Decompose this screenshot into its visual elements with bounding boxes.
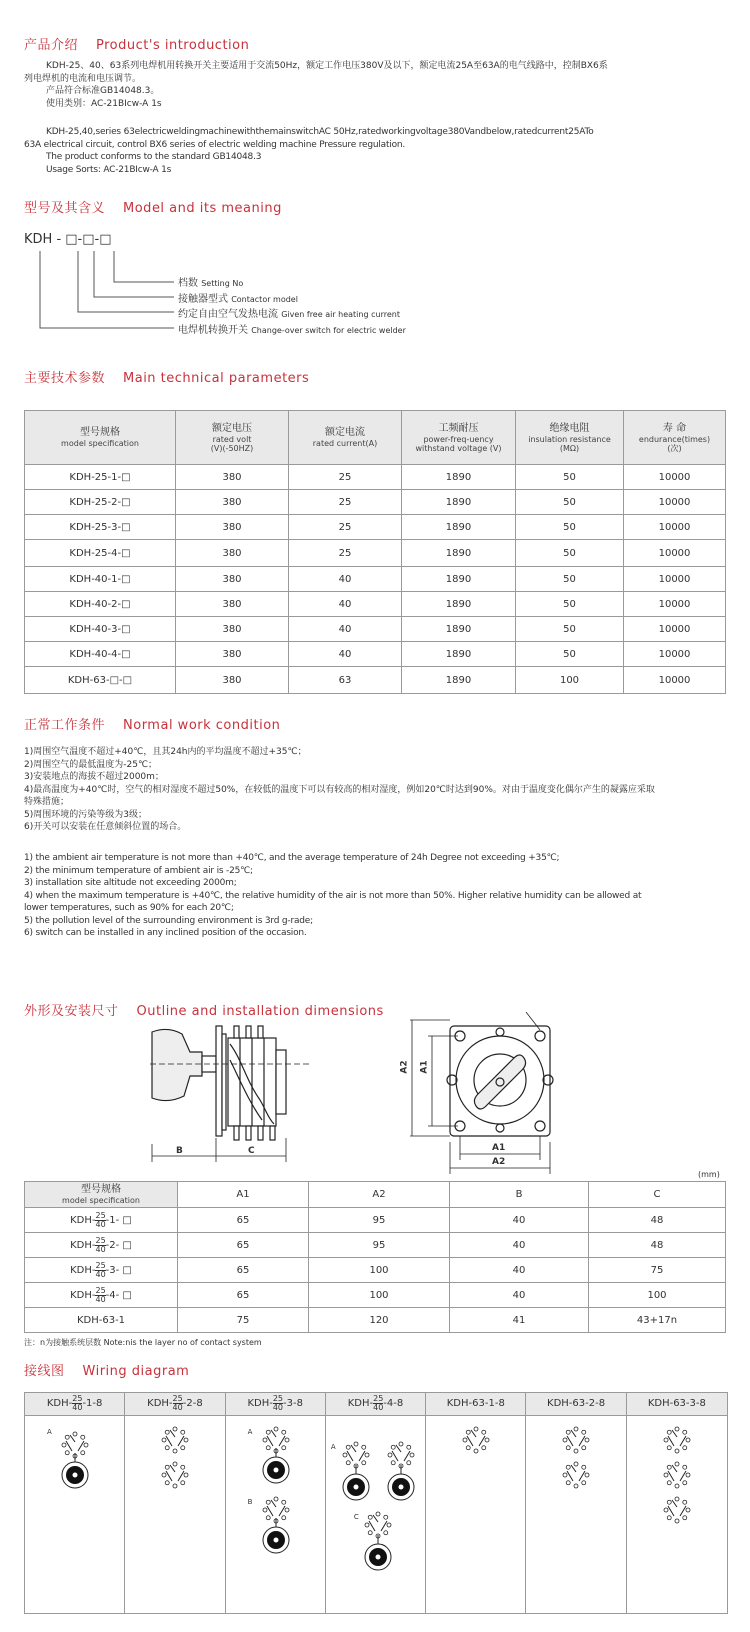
contact-ring: [388, 1442, 414, 1468]
knob-symbol: [263, 1448, 289, 1483]
wiring-letter: A: [47, 1428, 52, 1436]
params-header-row: [25, 411, 726, 465]
params-title-en: Main technical parameters: [123, 371, 310, 386]
params-title-cn: 主要技术参数: [24, 371, 106, 386]
outline-title-cn: 外形及安装尺寸: [24, 1004, 119, 1019]
contact-ring: [563, 1462, 589, 1488]
params-cell: 50: [516, 490, 624, 515]
params-cell: 40: [289, 642, 402, 667]
wiring-title-en: Wiring diagram: [82, 1364, 190, 1379]
outline-cell-c: 75: [589, 1258, 726, 1283]
params-heading: [24, 367, 309, 386]
cond-cn-line: 特殊措施；: [24, 797, 70, 807]
params-row: [25, 515, 726, 540]
params-cell: 25: [289, 515, 402, 540]
outline-side-view: [150, 1020, 310, 1165]
params-cell: 1890: [402, 515, 516, 540]
cond-en-line: 1) the ambient air temperature is not more than +40℃, and the average temperature of 24h Degree not exceeding +35℃;: [24, 853, 560, 863]
model-item-en: Setting No: [201, 279, 244, 288]
dim-label-a1: A1: [419, 1060, 430, 1074]
params-cell-model: KDH-25-3-□: [25, 515, 176, 540]
intro-en-line: The product conforms to the standard GB14048.3: [46, 152, 262, 162]
outline-th-a1: A1: [178, 1182, 309, 1208]
params-cell: 50: [516, 617, 624, 642]
wiring-column-title: [526, 1393, 625, 1416]
cond-en-line: 2) the minimum temperature of ambient air is -25℃;: [24, 865, 253, 876]
params-cell-model: KDH-40-2-□: [25, 592, 176, 617]
params-row: [25, 567, 726, 592]
conditions-cn-text: [24, 746, 724, 834]
model-name: KDH- $\frac{25}{40}$ -2- □: [70, 1235, 132, 1254]
wiring-letter: A: [330, 1443, 336, 1451]
outline-cell-c: 100: [589, 1283, 726, 1308]
params-th: 额定电流 rated current(A): [289, 411, 402, 465]
wiring-column-title: [125, 1393, 224, 1416]
outline-row: [25, 1283, 726, 1308]
knob-symbol: [365, 1535, 391, 1570]
outline-th-a2: A2: [309, 1182, 450, 1208]
params-th: 绝缘电阻 insulation resistance (MΩ): [516, 411, 624, 465]
cond-cn-line: 2)周围空气的最低温度为-25℃；: [24, 759, 158, 770]
params-cell: 100: [516, 667, 624, 694]
params-cell: 40: [289, 592, 402, 617]
dim-label-a1-h: A1: [492, 1143, 506, 1153]
outline-cell-a2: 95: [309, 1233, 450, 1258]
contact-ring: [162, 1427, 188, 1453]
params-cell: 40: [289, 617, 402, 642]
outline-cell-a2: 100: [309, 1283, 450, 1308]
model-item-current: [178, 307, 406, 323]
outline-cell-a2: 95: [309, 1208, 450, 1233]
model-item-en: Change-over switch for electric welder: [251, 325, 406, 335]
model-heading: [24, 197, 282, 216]
params-row: [25, 592, 726, 617]
wiring-table: [24, 1392, 728, 1614]
outline-th-c: C: [589, 1182, 726, 1208]
params-cell: 1890: [402, 567, 516, 592]
wiring-column: [627, 1393, 727, 1613]
params-cell: 10000: [624, 667, 726, 694]
outline-cell-a1: 65: [178, 1258, 309, 1283]
wiring-column-title: [627, 1393, 727, 1416]
params-th: 工频耐压 power-freq-uency withstand voltage (V): [402, 411, 516, 465]
intro-en-line: Usage Sorts: AC-21BIcw-A 1s: [46, 164, 172, 175]
cond-en-line: 4) when the maximum temperature is +40℃, the relative humidity of the air is not more than 50%. Higher relative humidity can be allowed at: [24, 890, 642, 901]
model-name: KDH- $\frac{25}{40}$ -4- □: [70, 1285, 132, 1304]
model-title-en: Model and its meaning: [123, 201, 282, 216]
wiring-diagram: [226, 1415, 326, 1610]
wiring-title-cn: 接线图: [24, 1364, 65, 1379]
outline-cell-b: 41: [450, 1308, 589, 1333]
knob-symbol: [62, 1453, 88, 1488]
contact-ring: [343, 1442, 369, 1468]
params-row: [25, 617, 726, 642]
params-cell: 380: [176, 617, 289, 642]
model-item-cn: 约定自由空气发热电流: [178, 309, 278, 320]
params-cell: 1890: [402, 465, 516, 490]
wiring-column: [125, 1393, 225, 1613]
model-item-cn: 档数: [178, 278, 198, 289]
intro-en-line: KDH-25,40,series 63electricweldingmachinewiththemainswitchAC 50Hz,ratedworkingvoltage380Vandbelow,ratedcurrent25ATo: [46, 127, 594, 137]
outline-row: [25, 1233, 726, 1258]
wiring-diagram: [326, 1415, 426, 1610]
cond-en-line: 3) installation site altitude not exceeding 2000m;: [24, 878, 237, 888]
params-cell: 1890: [402, 592, 516, 617]
outline-cell-b: 40: [450, 1233, 589, 1258]
model-item-en: Contactor model: [231, 294, 298, 304]
cond-en-line: 5) the pollution level of the surrounding environment is 3rd g-rade;: [24, 915, 313, 926]
intro-en-line: 63A electrical circuit, control BX6 series of electric welding machine Pressure regulation.: [24, 139, 406, 150]
params-cell: 1890: [402, 490, 516, 515]
params-cell: 380: [176, 465, 289, 490]
params-cell: 1890: [402, 642, 516, 667]
wiring-diagram: [426, 1415, 526, 1610]
params-cell: 25: [289, 465, 402, 490]
model-legend: [178, 276, 406, 338]
model-item-switch: [178, 323, 406, 339]
model-name: KDH- $\frac{25}{40}$ -3-8: [247, 1393, 303, 1412]
model-name: KDH- $\frac{25}{40}$ -1- □: [70, 1210, 132, 1229]
params-cell: 10000: [624, 567, 726, 592]
outline-row: [25, 1308, 726, 1333]
outline-title-en: Outline and installation dimensions: [136, 1004, 384, 1019]
wiring-diagram: [526, 1415, 626, 1610]
contact-ring: [664, 1497, 690, 1523]
cond-cn-line: 6)开关可以安装在任意倾斜位置的场合。: [24, 822, 187, 832]
params-cell-model: KDH-40-3-□: [25, 617, 176, 642]
contact-ring: [463, 1427, 489, 1453]
params-cell: 40: [289, 567, 402, 592]
wiring-column: [226, 1393, 326, 1613]
intro-cn-text: [24, 60, 724, 110]
conditions-title-cn: 正常工作条件: [24, 718, 106, 733]
contact-ring: [162, 1462, 188, 1488]
wiring-column: [526, 1393, 626, 1613]
params-table: [24, 410, 726, 694]
cond-en-line: lower temperatures, such as 90% for each 20℃;: [24, 903, 234, 913]
params-cell-model: KDH-40-1-□: [25, 567, 176, 592]
wiring-diagram: [125, 1415, 225, 1610]
outline-header-row: [25, 1182, 726, 1208]
params-cell: 50: [516, 540, 624, 567]
contact-ring: [563, 1427, 589, 1453]
intro-cn-line: KDH-25、40、63系列电焊机用转换开关主要适用于交流50Hz，额定工作电压380V及以下，额定电流25A至63A的电气线路中，控制BX6系: [46, 61, 608, 71]
params-cell: 380: [176, 540, 289, 567]
intro-title-cn: 产品介绍: [24, 38, 79, 53]
params-cell: 63: [289, 667, 402, 694]
params-cell: 380: [176, 515, 289, 540]
params-cell: 1890: [402, 617, 516, 642]
outline-cell-c: 48: [589, 1208, 726, 1233]
unit-label: (mm): [698, 1170, 720, 1179]
wiring-diagram: [25, 1415, 125, 1610]
model-item-contactor: [178, 292, 406, 308]
params-cell: 380: [176, 667, 289, 694]
model-item-cn: 接触器型式: [178, 293, 228, 305]
outline-th-b: B: [450, 1182, 589, 1208]
model-item-en: Given free air heating current: [281, 310, 400, 319]
params-cell: 50: [516, 515, 624, 540]
model-name: KDH- $\frac{25}{40}$ -1-8: [46, 1393, 103, 1412]
intro-en-text: [24, 126, 729, 176]
params-cell: 10000: [624, 642, 726, 667]
cond-cn-line: 4)最高温度为+40℃时，空气的相对湿度不超过50%，在较低的温度下可以有较高的相对湿度，例如20℃时达到90%。对由于温度变化偶尔产生的凝露应采取: [24, 784, 655, 795]
wiring-column-title: [426, 1393, 525, 1416]
wiring-heading: [24, 1360, 189, 1379]
cond-cn-line: 3)安装地点的海拔不超过2000m；: [24, 772, 164, 782]
conditions-heading: [24, 714, 280, 733]
wiring-column-title: [25, 1393, 124, 1416]
params-cell: 380: [176, 490, 289, 515]
outline-cell-c: 43+17n: [589, 1308, 726, 1333]
model-item-setting: [178, 276, 406, 292]
intro-cn-line: 列电焊机的电流和电压调节。: [24, 73, 142, 84]
knob-symbol: [263, 1518, 289, 1553]
outline-cell-b: 40: [450, 1258, 589, 1283]
params-cell: 25: [289, 540, 402, 567]
cond-cn-line: 5)周围环境的污染等级为3级；: [24, 809, 147, 820]
outline-note: 注：n为接触系统层数 Note:nis the layer no of contact system: [24, 1338, 262, 1347]
params-cell: 1890: [402, 667, 516, 694]
knob-symbol: [343, 1465, 369, 1500]
wiring-column-title: [226, 1393, 325, 1416]
outline-cell-b: 40: [450, 1283, 589, 1308]
model-name: KDH-63-3-8: [647, 1398, 706, 1409]
params-cell: 10000: [624, 592, 726, 617]
outline-row: [25, 1208, 726, 1233]
outline-cell-model: [25, 1208, 178, 1233]
outline-heading: [24, 1000, 384, 1019]
params-cell: 380: [176, 592, 289, 617]
params-row: [25, 490, 726, 515]
params-cell-model: KDH-63-□-□: [25, 667, 176, 694]
outline-cell-a2: 120: [309, 1308, 450, 1333]
intro-cn-line: 使用类别：AC-21BIcw-A 1s: [46, 98, 162, 109]
intro-title-en: Product's introduction: [96, 38, 250, 53]
outline-table: [24, 1181, 726, 1333]
params-cell: 10000: [624, 617, 726, 642]
params-cell: 50: [516, 567, 624, 592]
dim-label-c: C: [248, 1146, 255, 1156]
outline-cell-a2: 100: [309, 1258, 450, 1283]
outline-cell-b: 40: [450, 1208, 589, 1233]
params-cell: 380: [176, 642, 289, 667]
dim-label-b: B: [176, 1146, 183, 1156]
contact-ring: [365, 1512, 391, 1538]
model-name: KDH-63-2-8: [547, 1398, 606, 1409]
wiring-column: [426, 1393, 526, 1613]
model-bracket-lines: [24, 248, 184, 343]
params-th: 寿 命 endurance(times) (次): [624, 411, 726, 465]
params-row: [25, 465, 726, 490]
conditions-title-en: Normal work condition: [123, 718, 281, 733]
params-cell: 10000: [624, 515, 726, 540]
outline-front-view: [410, 1012, 570, 1177]
params-cell: 50: [516, 592, 624, 617]
model-item-cn: 电焊机转换开关: [178, 324, 248, 336]
cond-en-line: 6) switch can be installed in any inclined position of the occasion.: [24, 928, 307, 938]
params-th: 型号规格 model specification: [25, 411, 176, 465]
wiring-letter: A: [247, 1428, 253, 1436]
outline-cell-model: KDH-63-1: [25, 1308, 178, 1333]
params-cell-model: KDH-40-4-□: [25, 642, 176, 667]
outline-th-model: 型号规格 model specification: [25, 1182, 178, 1208]
params-cell: 10000: [624, 490, 726, 515]
params-cell: 380: [176, 567, 289, 592]
params-cell-model: KDH-25-2-□: [25, 490, 176, 515]
intro-heading: [24, 34, 249, 53]
outline-cell-c: 48: [589, 1233, 726, 1258]
outline-cell-a1: 65: [178, 1208, 309, 1233]
params-row: [25, 667, 726, 694]
params-cell: 50: [516, 465, 624, 490]
contact-ring: [664, 1427, 690, 1453]
params-row: [25, 642, 726, 667]
model-title-cn: 型号及其含义: [24, 201, 106, 216]
outline-cell-model: [25, 1258, 178, 1283]
params-cell-model: KDH-25-4-□: [25, 540, 176, 567]
params-cell: 10000: [624, 465, 726, 490]
cond-cn-line: 1)周围空气温度不超过+40℃，且其24h内的平均温度不超过+35℃；: [24, 747, 307, 757]
outline-cell-a1: 75: [178, 1308, 309, 1333]
outline-cell-a1: 65: [178, 1283, 309, 1308]
params-cell: 10000: [624, 540, 726, 567]
params-th: 额定电压 rated volt (V)(-50HZ): [176, 411, 289, 465]
model-code: KDH - □-□-□: [24, 232, 112, 247]
wiring-letter: B: [247, 1498, 253, 1506]
contact-ring: [664, 1462, 690, 1488]
params-row: [25, 540, 726, 567]
model-name: KDH- $\frac{25}{40}$ -3- □: [70, 1260, 132, 1279]
outline-cell-a1: 65: [178, 1233, 309, 1258]
params-cell: 25: [289, 490, 402, 515]
outline-row: [25, 1258, 726, 1283]
wiring-column: [326, 1393, 426, 1613]
model-name: KDH- $\frac{25}{40}$ -4-8: [347, 1393, 404, 1412]
model-name: KDH-63-1-8: [446, 1398, 505, 1409]
params-cell: 1890: [402, 540, 516, 567]
dim-label-a2: A2: [399, 1060, 410, 1074]
wiring-column-title: [326, 1393, 425, 1416]
knob-symbol: [388, 1465, 414, 1500]
dim-label-a2-h: A2: [492, 1157, 506, 1167]
params-cell-model: KDH-25-1-□: [25, 465, 176, 490]
wiring-letter: C: [353, 1513, 359, 1521]
params-cell: 50: [516, 642, 624, 667]
outline-cell-model: [25, 1233, 178, 1258]
intro-cn-line: 产品符合标准GB14048.3。: [46, 86, 160, 96]
model-name: KDH- $\frac{25}{40}$ -2-8: [147, 1393, 203, 1412]
wiring-column: [25, 1393, 125, 1613]
conditions-en-text: [24, 852, 734, 940]
outline-cell-model: [25, 1283, 178, 1308]
wiring-diagram: [627, 1415, 727, 1610]
